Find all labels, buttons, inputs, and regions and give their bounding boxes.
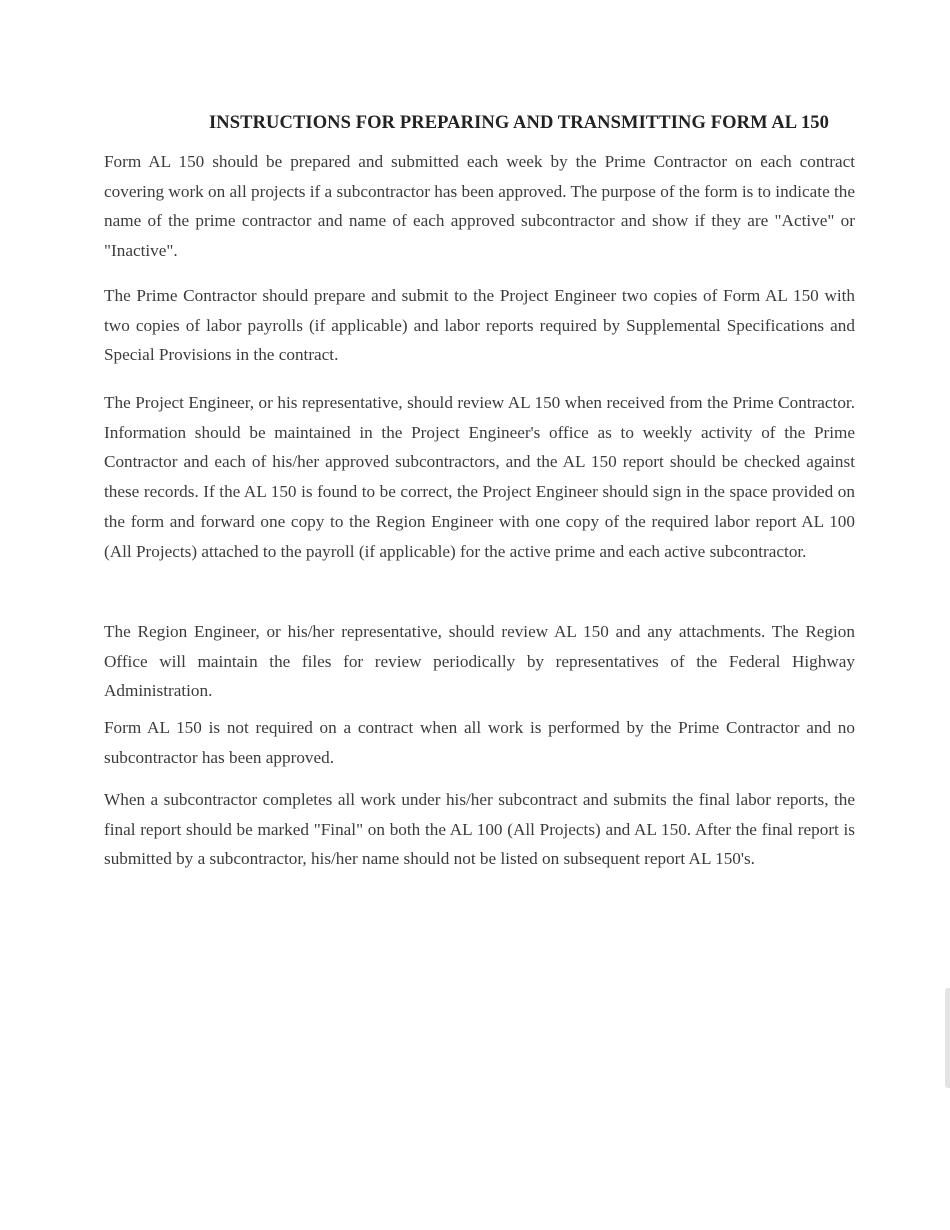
paragraph-not-required: Form AL 150 is not required on a contract when all work is performed by the Prime Contractor and no subcontractor has been approved. (104, 718, 855, 767)
paragraph-form-preparation: Form AL 150 should be prepared and submitted each week by the Prime Contractor on each contract covering work on all projects if a subcontractor has been approved. The purpose of the form is to indicate the name of the prime contractor and name of each approved subcontractor and show if they are "Active" or "Inactive". (104, 152, 855, 261)
paragraph-final-report: When a subcontractor completes all work under his/her subcontract and submits the final labor reports, the final report should be marked "Final" on both the AL 100 (All Projects) and AL 150. After the final report is submitted by a subcontractor, his/her name should not be listed on subsequent report AL 150's. (104, 790, 855, 869)
document-title: INSTRUCTIONS FOR PREPARING AND TRANSMITTING FORM AL 150 (208, 113, 829, 133)
scrollbar-thumb[interactable] (945, 988, 950, 1088)
paragraph-project-engineer-review: The Project Engineer, or his representative, should review AL 150 when received from the Prime Contractor. Information should be maintained in the Project Engineer's office as to weekly activity of the Prime Contractor and each of his/her approved subcontractors, and the AL 150 report should be checked against these records. If the AL 150 is found to be correct, the Project Engineer should sign in the space provided on the form and forward one copy to the Region Engineer with one copy of the required labor report AL 100 (All Projects) attached to the payroll (if applicable) for the active prime and each active subcontractor. (104, 393, 855, 561)
paragraph-prime-contractor-submission: The Prime Contractor should prepare and submit to the Project Engineer two copies of Form AL 150 with two copies of labor payrolls (if applicable) and labor reports required by Supplemental Specifications and Special Provisions in the contract. (104, 286, 855, 365)
paragraph-region-engineer-review: The Region Engineer, or his/her representative, should review AL 150 and any attachments. The Region Office will maintain the files for review periodically by representatives of the Federal Highway Administration. (104, 622, 855, 701)
